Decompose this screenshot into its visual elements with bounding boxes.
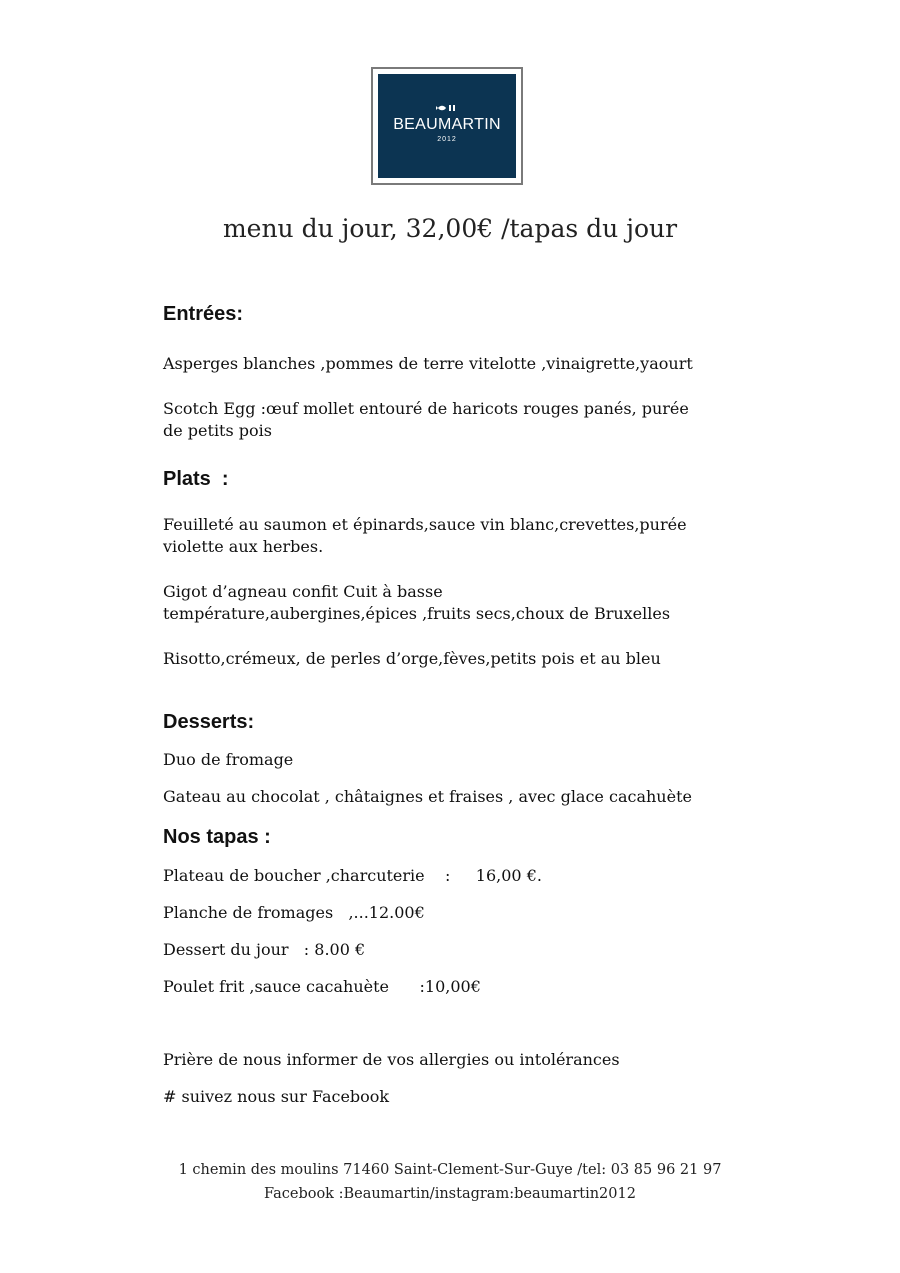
tapas-item: Dessert du jour : 8.00 € [163,940,366,959]
section-heading-entrees: Entrées: [163,303,244,325]
menu-item: Scotch Egg :œuf mollet entouré de haricots rouges panés, purée de petits pois [163,399,689,440]
tapas-item: Poulet frit ,sauce cacahuète :10,00€ [163,977,481,996]
menu-item: Risotto,crémeux, de perles d’orge,fèves,petits pois et au bleu [163,649,661,668]
logo-badge [378,74,516,178]
allergy-note: Prière de nous informer de vos allergies ou intolérances [163,1050,620,1069]
tapas-item: Planche de fromages ,...12.00€ [163,903,425,922]
page-title: menu du jour, 32,00€ /tapas du jour [222,214,678,243]
section-heading-plats: Plats : [163,468,229,490]
logo-year: 2012 [437,136,457,143]
menu-item: Feuilleté au saumon et épinards,sauce vin blanc,crevettes,purée violette aux herbes. [163,515,687,556]
menu-item: Duo de fromage [163,750,294,769]
tapas-item: Plateau de boucher ,charcuterie : 16,00 €. [163,866,542,885]
footer-address: 1 chemin des moulins 71460 Saint-Clement-Sur-Guye /tel: 03 85 96 21 97 [178,1162,722,1178]
menu-item: Gateau au chocolat , châtaignes et fraises , avec glace cacahuète [163,787,692,806]
menu-item: Asperges blanches ,pommes de terre vitelotte ,vinaigrette,yaourt [163,354,693,373]
logo [371,67,523,185]
menu-item: Gigot d’agneau confit Cuit à basse température,aubergines,épices ,fruits secs,choux de Bruxelles [163,582,671,623]
section-heading-tapas: Nos tapas : [163,826,271,848]
facebook-note: # suivez nous sur Facebook [163,1087,390,1106]
logo-name: BEAUMARTIN [393,116,501,133]
fish-icon [378,104,516,112]
footer-social: Facebook :Beaumartin/instagram:beaumartin2012 [264,1186,636,1202]
section-heading-desserts: Desserts: [163,711,255,733]
